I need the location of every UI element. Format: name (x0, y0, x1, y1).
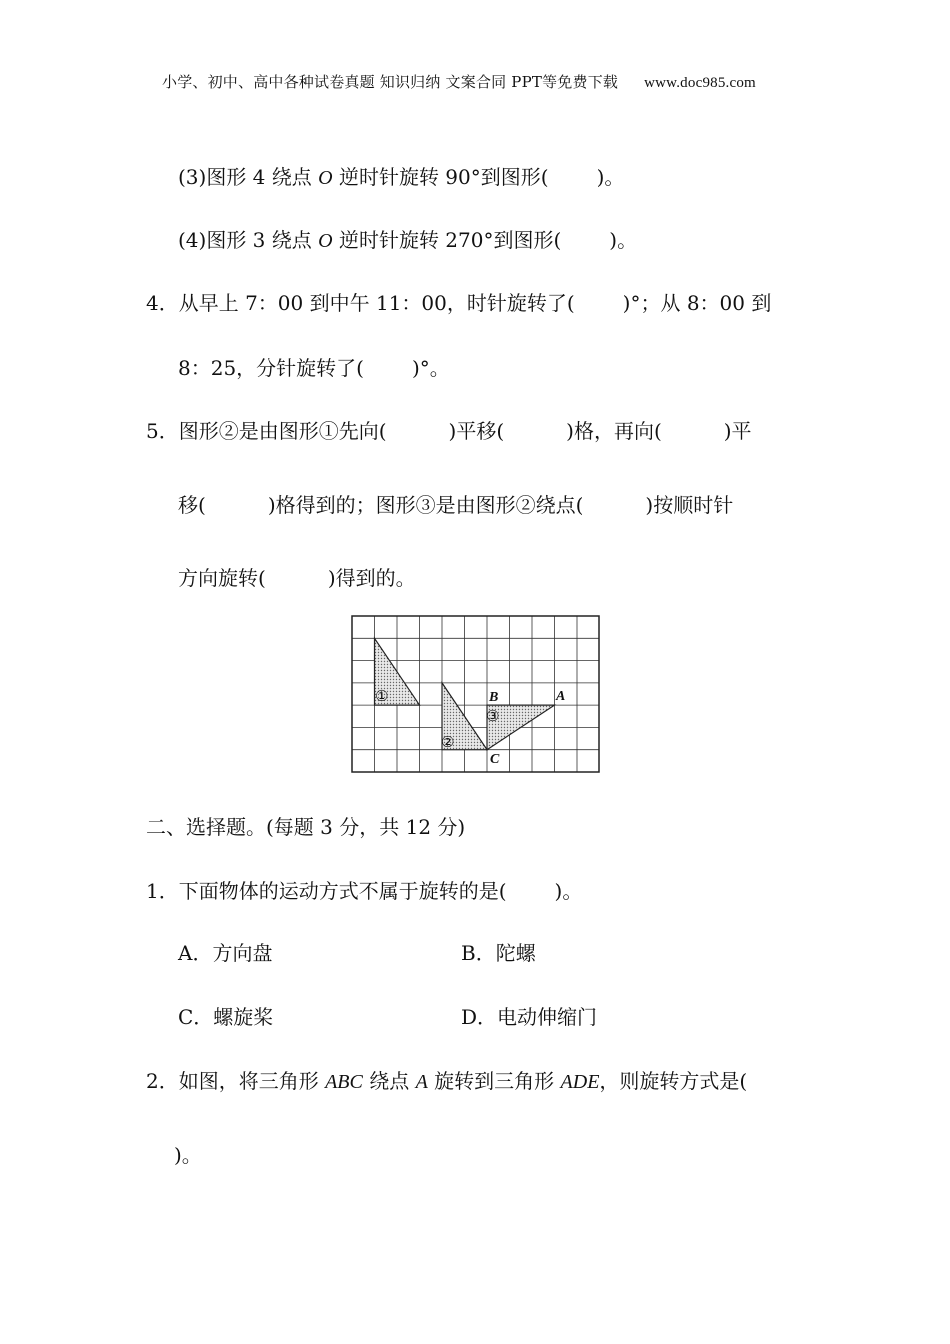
header-text: 小学、初中、高中各种试卷真题 知识归纳 文案合同 PPT等免费下载 (162, 73, 619, 91)
grid-figure (350, 615, 600, 775)
mc1-option-b[interactable]: B．陀螺 (461, 941, 536, 965)
mc2-text-b: 绕点 (362, 1069, 416, 1093)
mc1-option-c[interactable]: C．螺旋桨 (178, 1005, 274, 1029)
q3-4-text-b: 逆时针旋转 270°到图形( (332, 228, 562, 252)
page-header (162, 70, 756, 95)
q3-4-text-a: (4)图形 3 绕点 (178, 228, 319, 252)
q3-3-var: O (318, 167, 333, 189)
q3-3-text-b: 逆时针旋转 90°到图形( (332, 165, 549, 189)
label-B: B (489, 690, 499, 705)
q5-text-a: 5．图形②是由图形①先向( (146, 419, 387, 443)
label-1: ① (375, 687, 389, 705)
q3-4-text-c: )。 (609, 228, 638, 252)
mc-question-1 (146, 879, 582, 903)
q5-text-c: )格，再向( (566, 419, 662, 443)
q5-text-h: 方向旋转( (178, 566, 266, 590)
q5-text-e: 移( (178, 493, 206, 517)
mc-question-2-line-2: )。 (174, 1143, 202, 1167)
section-2-title: 二、选择题。(每题 3 分，共 12 分) (146, 815, 466, 839)
mc1-option-d[interactable]: D．电动伸缩门 (461, 1005, 598, 1029)
mc1-stem-a: 1．下面物体的运动方式不属于旋转的是( (146, 879, 507, 903)
mc-question-2 (146, 1069, 747, 1094)
q4-text-b: )°；从 8：00 到 (622, 291, 772, 315)
mc2-text-c: 旋转到三角形 (427, 1069, 561, 1093)
q4-text-c: 8：25，分针旋转了( (178, 356, 364, 380)
q4-text-d: )°。 (411, 356, 450, 380)
q5-text-b: )平移( (448, 419, 505, 443)
q3-3-text-a: (3)图形 4 绕点 (178, 165, 319, 189)
mc2-var-ade: ADE (560, 1071, 600, 1093)
mc2-var-a: A (415, 1071, 428, 1093)
question-5-line-3 (178, 566, 416, 590)
label-3: ③ (486, 707, 500, 725)
mc2-text-d: ，则旋转方式是( (599, 1069, 748, 1093)
question-3-4 (178, 228, 637, 253)
label-2: ② (441, 733, 455, 751)
q4-text-a: 4．从早上 7：00 到中午 11：00，时针旋转了( (146, 291, 575, 315)
header-url: www.doc985.com (644, 75, 756, 91)
label-A: A (556, 689, 566, 704)
q3-3-text-c: )。 (596, 165, 625, 189)
mc2-text-a: 2．如图，将三角形 (146, 1069, 326, 1093)
q5-text-g: )按顺时针 (645, 493, 734, 517)
mc1-stem-b: )。 (554, 879, 583, 903)
question-3-3 (178, 165, 624, 190)
mc2-var-abc: ABC (325, 1071, 363, 1093)
q5-text-i: )得到的。 (327, 566, 416, 590)
question-5-line-1 (146, 419, 752, 443)
q3-4-var: O (318, 230, 333, 252)
question-5-line-2 (178, 493, 733, 517)
label-C: C (490, 752, 500, 767)
q5-text-f: )格得到的；图形③是由图形②绕点( (267, 493, 584, 517)
question-4-line-2 (178, 356, 450, 380)
mc1-option-a[interactable]: A．方向盘 (178, 941, 273, 965)
question-4-line-1 (146, 291, 771, 315)
q5-text-d: )平 (723, 419, 752, 443)
